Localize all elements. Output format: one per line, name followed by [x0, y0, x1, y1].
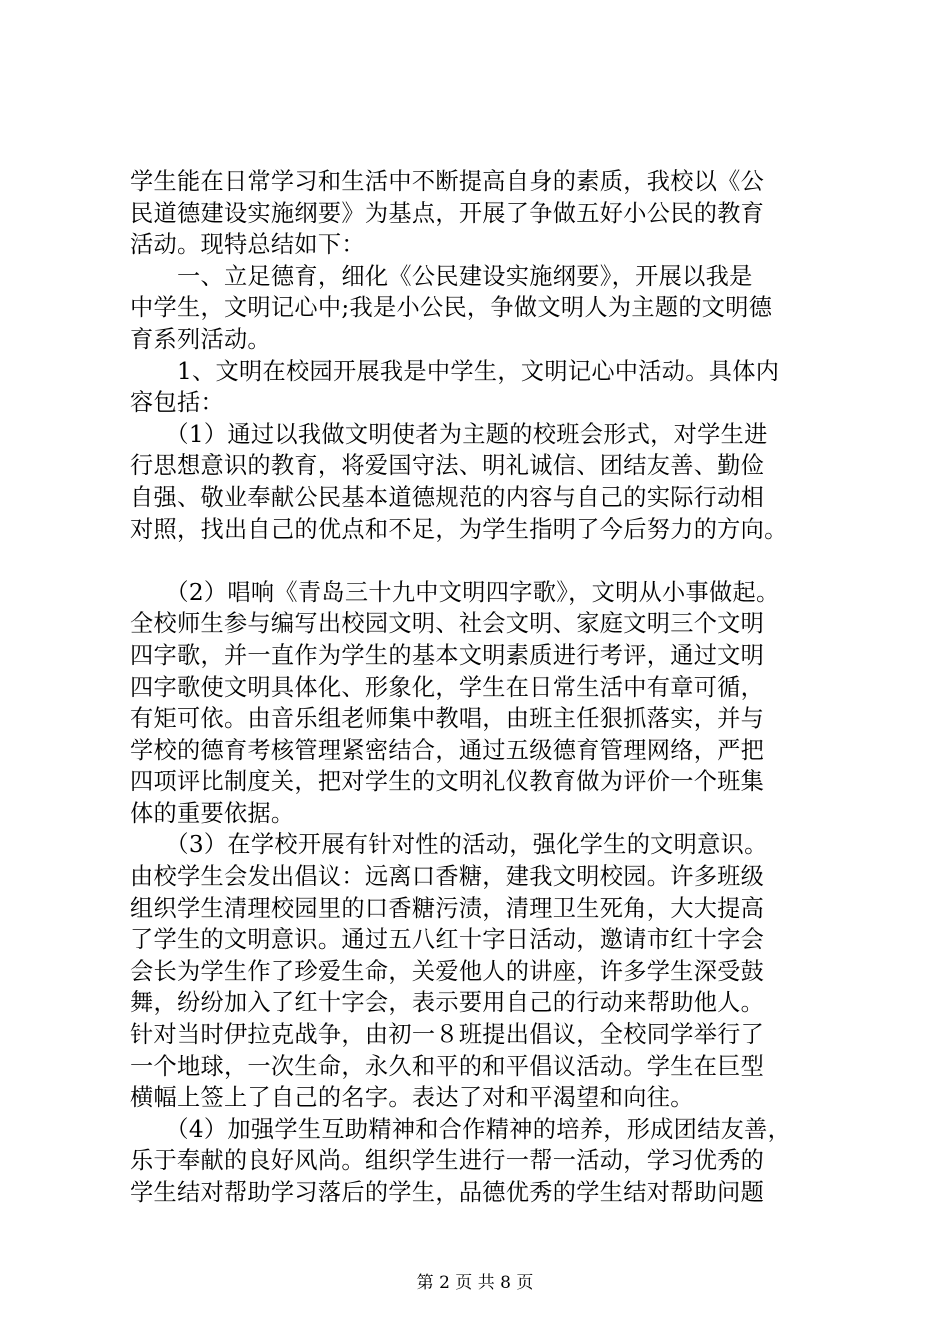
text-line: 对照，找出自己的优点和不足，为学生指明了今后努力的方向。 — [130, 515, 788, 543]
text-line: 四字歌使文明具体化、形象化，学生在日常生活中有章可循， — [130, 673, 765, 701]
text-line: 学生结对帮助学习落后的学生，品德优秀的学生结对帮助问题 — [130, 1179, 765, 1206]
text-line: 体的重要依据。 — [130, 799, 295, 827]
text-line: 舞，纷纷加入了红十字会，表示要用自己的行动来帮助他人。 — [130, 989, 765, 1017]
page-footer — [0, 1273, 950, 1293]
text-line: 行思想意识的教育，将爱国守法、明礼诚信、团结友善、勤俭 — [130, 452, 765, 480]
text-line: 全校师生参与编写出校园文明、社会文明、家庭文明三个文明 — [130, 610, 765, 638]
text-line: （4）加强学生互助精神和合作精神的培养，形成团结友善， — [130, 1115, 792, 1143]
text-line: 一个地球，一次生命，永久和平的和平倡议活动。学生在巨型 — [130, 1052, 765, 1080]
text-line: 有矩可依。由音乐组老师集中教唱，由班主任狠抓落实，并与 — [130, 705, 765, 733]
text-line: （3）在学校开展有针对性的活动，强化学生的文明意识。 — [130, 831, 768, 859]
text-line: （1）通过以我做文明使者为主题的校班会形式，对学生进 — [130, 420, 768, 448]
text-line: 四字歌，并一直作为学生的基本文明素质进行考评，通过文明 — [130, 641, 765, 669]
text-line: 1、文明在校园开展我是中学生，文明记心中活动。具体内 — [130, 357, 780, 385]
text-line: 学校的德育考核管理紧密结合，通过五级德育管理网络，严把 — [130, 736, 765, 764]
text-line: 横幅上签上了自己的名字。表达了对和平渴望和向往。 — [130, 1084, 694, 1112]
text-line: （2）唱响《青岛三十九中文明四字歌》，文明从小事做起。 — [130, 578, 780, 606]
text-line: 民道德建设实施纲要》为基点，开展了争做五好小公民的教育 — [130, 199, 765, 227]
text-line: 育系列活动。 — [130, 325, 271, 353]
text-line: 活动。现特总结如下： — [130, 231, 365, 259]
text-line: 一、立足德育，细化《公民建设实施纲要》，开展以我是 — [130, 262, 753, 290]
text-line: 自强、敬业奉献公民基本道德规范的内容与自己的实际行动相 — [130, 483, 765, 511]
page-number-label: 第 2 页 共 8 页 — [416, 1273, 534, 1293]
body-text — [130, 166, 830, 1209]
text-line: 针对当时伊拉克战争，由初一８班提出倡议，全校同学举行了 — [130, 1021, 765, 1049]
text-line: 组织学生清理校园里的口香糖污渍，清理卫生死角，大大提高 — [130, 894, 765, 922]
text-line: 学生能在日常学习和生活中不断提高自身的素质，我校以《公 — [130, 168, 765, 195]
text-line: 会长为学生作了珍爱生命，关爱他人的讲座，许多学生深受鼓 — [130, 957, 765, 985]
text-line: 由校学生会发出倡议：远离口香糖，建我文明校园。许多班级 — [130, 863, 765, 891]
text-line: 乐于奉献的良好风尚。组织学生进行一帮一活动，学习优秀的 — [130, 1147, 765, 1175]
text-line: 容包括： — [130, 389, 224, 417]
text-line: 四项评比制度关，把对学生的文明礼仪教育做为评价一个班集 — [130, 768, 765, 796]
text-line: 了学生的文明意识。通过五八红十字日活动，邀请市红十字会 — [130, 926, 765, 954]
paragraph-gap — [130, 545, 830, 577]
text-line: 中学生，文明记心中;我是小公民，争做文明人为主题的文明德 — [130, 294, 773, 322]
